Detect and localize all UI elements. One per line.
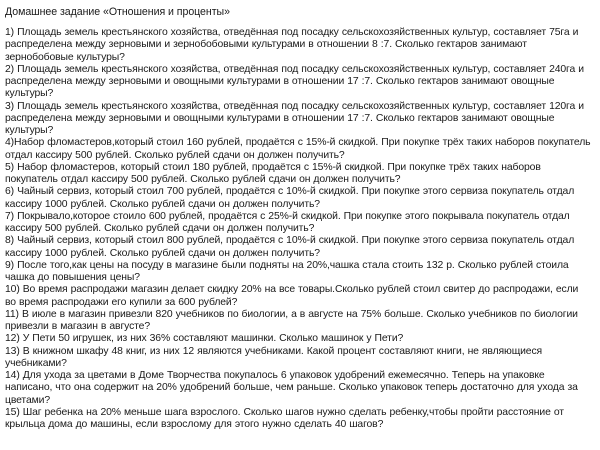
task-13: 13) В книжном шкафу 48 книг, из них 12 являются учебниками. Какой процент составляют книги, не являющиеся учебниками?	[5, 345, 543, 369]
task-9: 9) После того,как цены на посуду в магазине были подняты на 20%,чашка стала стоить 132 р. Сколько рублей стоила чашка до повышения цены?	[5, 259, 569, 283]
task-3: 3) Площадь земель крестьянского хозяйства, отведённая под посадку сельскохозяйственных культур, составляет 120га и распределена между зерновыми и овощными культурами в отношении 17 :7. Сколько гектаров занимают овощные культуры?	[5, 100, 584, 136]
task-10: 10) Во время распродажи магазин делает скидку 20% на все товары.Сколько рублей стоил свитер до распродажи, если во время распродажи его купили за 600 рублей?	[5, 284, 579, 308]
task-1: 1) Площадь земель крестьянского хозяйства, отведённая под посадку сельскохозяйственных культур, составляет 75га и распределена между зерновыми и зернобобовыми культурами в отношении 8 :7. Сколько гектаров занимают зернобобовые культуры?	[5, 27, 579, 63]
task-14: 14) Для ухода за цветами в Доме Творчества покупалось 6 упаковок удобрений ежемесячно. Теперь на упаковке написано, что она содержит на 20% удобрений больше, чем раньше. Сколько упаковок теперь достаточно для ухода за цветами?	[5, 370, 578, 406]
task-2: 2) Площадь земель крестьянского хозяйства, отведённая под посадку сельскохозяйственных культур, составляет 240га и распределена между зерновыми и овощными культурами в отношении 17 :7. Сколько гектаров занимают овощные культуры?	[5, 63, 584, 100]
task-11: 11) В июле в магазин привезли 820 учебников по биологии, а в августе на 75% больше. Сколько учебников по биологии привезли в магазин в августе?	[5, 308, 578, 332]
task-4: 4)Набор фломастеров,который стоил 160 рублей, продаётся с 15%-й скидкой. При покупке трёх таких наборов покупатель отдал кассиру 500 рублей. Сколько рублей сдачи он должен получить?	[5, 137, 591, 161]
task-8: 8) Чайный сервиз, который стоил 800 рублей, продаётся с 10%-й скидкой. При покупке этого сервиза покупатель отдал кассиру 1000 рублей. Сколько рублей сдачи он должен получить?	[5, 235, 575, 259]
task-7: 7) Покрывало,которое стоило 600 рублей, продаётся с 25%-й скидкой. При покупке этого покрывала покупатель отдал кассиру 500 рублей. Сколько рублей сдачи он должен получить?	[5, 210, 570, 234]
task-15: 15) Шаг ребенка на 20% меньше шага взрослого. Сколько шагов нужно сделать ребенку,чтобы пройти расстояние от крыльца дома до машины, если взрослому для этого нужно сделать 40 шагов?	[5, 406, 564, 430]
task-6: 6) Чайный сервиз, который стоил 700 рублей, продаётся с 10%-й скидкой. При покупке этого сервиза покупатель отдал кассиру 1000 рублей. Сколько рублей сдачи он должен получить?	[5, 186, 575, 210]
task-5: 5) Набор фломастеров, который стоил 180 рублей, продаётся с 15%-й скидкой. При покупке трёх таких наборов покупатель отдал кассиру 500 рублей. Сколько рублей сдачи он должен получить?	[5, 161, 541, 185]
task-list	[5, 27, 592, 431]
document-title: Домашнее задание «Отношения и проценты»	[5, 6, 230, 18]
task-12: 12) У Пети 50 игрушек, из них 36% составляют машинки. Сколько машинок у Пети?	[5, 333, 404, 345]
